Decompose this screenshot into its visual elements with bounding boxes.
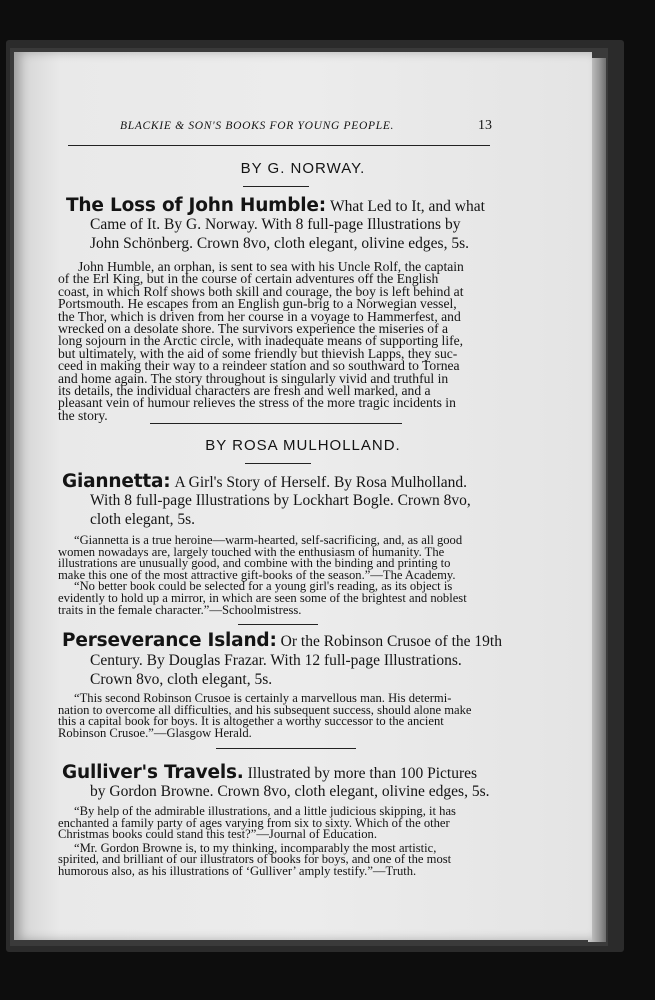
text-line: “By help of the admirable illustrations, and a little judicious skipping, it has (74, 804, 456, 818)
text-line: this a capital book for boys. It is altogether a worthy successor to the ancient (58, 714, 444, 729)
text-line: “No better book could be selected for a young girl's reading, as its object is (74, 579, 453, 594)
book-details-line: With 8 full-page Illustrations by Lockhart Bogle. Crown 8vo, (90, 492, 471, 509)
author-rule (243, 186, 309, 187)
text-line: the Thor, which is driven from her course in a voyage to Hammerfest, and (58, 308, 461, 324)
header-rule (68, 145, 490, 146)
text-line: “Giannetta is a true heroine—warm-hearted, self-sacrificing, and, as all good (74, 533, 463, 547)
text-line: ceed in making their way to a reindeer station and so southward to Tornea (58, 358, 460, 374)
text-line: its details, the individual characters are fresh and well marked, and a (58, 383, 431, 399)
book-details-line: Crown 8vo, cloth elegant, 5s. (90, 671, 273, 688)
text-line: and home again. The story throughout is singularly vivid and truthful in (58, 370, 449, 386)
text-line: long sojourn in the Arctic circle, with inadequate means of supporting life, (58, 333, 464, 349)
book-details-line: John Schönberg. Crown 8vo, cloth elegant, olivine edges, 5s. (90, 235, 469, 252)
review-quotes (58, 806, 488, 878)
book-details-line: Came of It. By G. Norway. With 8 full-page Illustrations by (90, 216, 461, 233)
section-divider (150, 423, 402, 424)
book-title: Giannetta: (62, 471, 171, 492)
book-details-line: cloth elegant, 5s. (90, 511, 196, 528)
book-page (14, 52, 592, 940)
text-line: of the Erl King, but in the course of certain adventures off the English (58, 271, 439, 287)
text-line: enchanted a family party of ages varying from six to sixty. Which of the other (58, 815, 450, 830)
text-line: Robinson Crusoe.”—Glasgow Herald. (58, 725, 252, 740)
text-line: wrecked on a desolate shore. The survivors experience the miseries of a (58, 321, 449, 337)
text-line: “This second Robinson Crusoe is certainly a marvellous man. His determi- (74, 691, 452, 705)
text-line: nation to overcome all difficulties, and his subsequent success, should alone make (58, 702, 472, 717)
book-title: Gulliver's Travels. (62, 762, 244, 783)
text-line: Portsmouth. He escapes from an English gun-brig to a Norwegian vessel, (58, 296, 457, 312)
book-subtitle: Or the Robinson Crusoe of the 19th (280, 633, 502, 650)
text-line: Christmas books could stand this test?”—Journal of Education. (58, 827, 377, 842)
text-line: spirited, and brilliant of our illustrators of books for boys, and one of the most (58, 852, 452, 867)
book-description (58, 261, 488, 422)
entry-divider (238, 624, 318, 625)
text-line: women nowadays are, largely touched with the enthusiasm of humanity. The (58, 544, 445, 559)
text-line: make this one of the most attractive gift-books of the season.”—The Academy. (58, 567, 456, 582)
review-quotes (58, 693, 488, 739)
entry-title-line (66, 195, 485, 216)
author-heading-mulholland: BY ROSA MULHOLLAND. (205, 437, 401, 454)
book-subtitle: Illustrated by more than 100 Pictures (247, 765, 478, 782)
text-line: “Mr. Gordon Browne is, to my thinking, incomparably the most artistic, (74, 840, 437, 855)
text-line: coast, in which Rolf shows both skill and courage, the boy is left behind at (58, 283, 464, 299)
book-title: Perseverance Island: (62, 630, 277, 651)
book-subtitle: What Led to It, and what (329, 198, 485, 215)
entry-title-line (62, 630, 502, 651)
book-subtitle: A Girl's Story of Herself. By Rosa Mulholland. (174, 474, 468, 491)
book-details-line: by Gordon Browne. Crown 8vo, cloth elegant, olivine edges, 5s. (90, 783, 490, 800)
review-quotes (58, 535, 488, 616)
running-head: BLACKIE & SON'S BOOKS FOR YOUNG PEOPLE. (120, 120, 395, 132)
entry-title-line (62, 762, 477, 783)
text-line: the story. (58, 407, 108, 423)
text-line: traits in the female character.”—Schoolmistress. (58, 602, 302, 617)
text-line: humorous also, as his illustrations of ‘Gulliver’ amply testify.”—Truth. (58, 863, 417, 878)
author-heading-norway: BY G. NORWAY. (240, 160, 366, 177)
entry-divider (216, 748, 356, 749)
book-details-line: Century. By Douglas Frazar. With 12 full-page Illustrations. (90, 652, 462, 669)
text-line: pleasant vein of humour relieves the stress of the more tragic incidents in (58, 395, 456, 411)
author-rule (245, 463, 311, 464)
text-line: John Humble, an orphan, is sent to sea with his Uncle Rolf, the captain (78, 259, 464, 274)
entry-title-line (62, 471, 467, 492)
text-line: evidently to hold up a mirror, in which are seen some of the brightest and noblest (58, 590, 467, 605)
text-line: but ultimately, with the aid of some friendly but thievish Lapps, they suc- (58, 345, 458, 361)
page-number: 13 (478, 118, 492, 133)
book-title: The Loss of John Humble: (66, 195, 326, 216)
text-line: illustrations are unusually good, and combine with the binding and printing to (58, 556, 451, 571)
